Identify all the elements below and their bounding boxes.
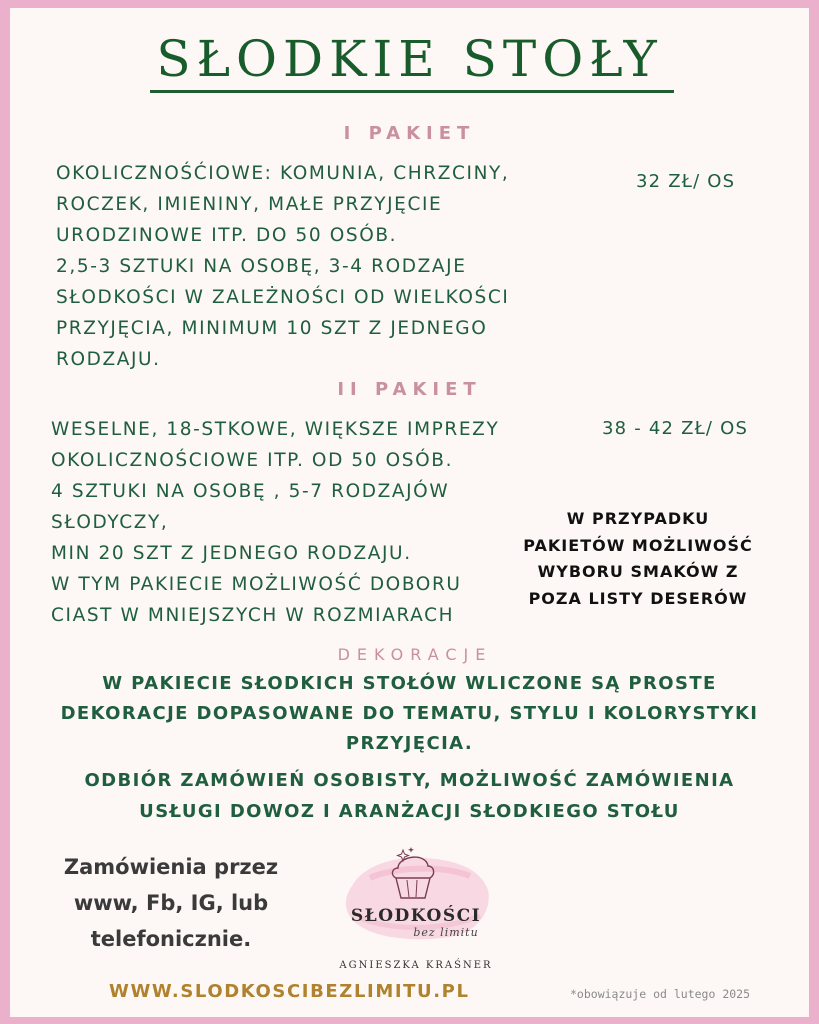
pickup-line: USŁUGI DOWOZ I ARANŻACJI SŁODKIEGO STOŁU bbox=[139, 801, 680, 822]
package-2-line: MIN 20 SZT Z JEDNEGO RODZAJU. bbox=[51, 543, 412, 564]
package-1-line: RODZAJU. bbox=[56, 349, 161, 370]
decorations-text bbox=[0, 669, 819, 759]
package-2-description bbox=[51, 414, 499, 631]
pickup-info bbox=[0, 765, 819, 827]
package-2-price: 38 - 42 ZŁ/ OS bbox=[602, 418, 749, 439]
decorations-line: PRZYJĘCIA. bbox=[345, 733, 474, 754]
package-1-description bbox=[56, 158, 509, 375]
logo-brand-name: SŁODKOŚCI bbox=[350, 906, 482, 926]
decorations-heading: DEKORACJE bbox=[337, 645, 493, 664]
package-1-line: ROCZEK, IMIENINY, MAŁE PRZYJĘCIE bbox=[56, 194, 443, 215]
logo-owner: AGNIESZKA KRAŚNER bbox=[339, 960, 493, 971]
package-2-line: OKOLICZNOŚCIOWE ITP. OD 50 OSÓB. bbox=[51, 450, 454, 471]
decorations-line: W PAKIECIE SŁODKICH STOŁÓW WLICZONE SĄ PROSTE bbox=[102, 673, 717, 694]
package-1-line: SŁODKOŚCI W ZALEŻNOŚCI OD WIELKOŚCI bbox=[56, 287, 510, 308]
order-line: telefonicznie. bbox=[90, 927, 252, 951]
package-1-line: PRZYJĘCIA, MINIMUM 10 SZT Z JEDNEGO bbox=[56, 318, 488, 339]
page-title: SŁODKIE STOŁY bbox=[156, 30, 663, 88]
website-link[interactable]: WWW.SLODKOSCIBEZLIMITU.PL bbox=[109, 981, 470, 1002]
note-line: PAKIETÓW MOŻLIWOŚĆ bbox=[523, 535, 753, 555]
package-2-line: 4 SZTUKI NA OSOBĘ , 5-7 RODZAJÓW bbox=[51, 481, 450, 502]
package-1-line: 2,5-3 SZTUKI NA OSOBĘ, 3-4 RODZAJE bbox=[56, 256, 467, 277]
validity-note: *obowiązuje od lutego 2025 bbox=[570, 987, 751, 1001]
package-1-line: URODZINOWE ITP. DO 50 OSÓB. bbox=[56, 225, 398, 246]
pickup-line: ODBIÓR ZAMÓWIEŃ OSOBISTY, MOŻLIWOŚĆ ZAMÓWIENIA bbox=[84, 770, 735, 791]
decorations-line: DEKORACJE DOPASOWANE DO TEMATU, STYLU I KOLORYSTYKI bbox=[60, 703, 759, 724]
logo-tagline: bez limitu bbox=[413, 926, 479, 939]
note-line: POZA LISTY DESERÓW bbox=[528, 588, 748, 608]
note-line: W PRZYPADKU bbox=[566, 509, 710, 528]
package-2-heading: II PAKIET bbox=[337, 379, 482, 400]
package-2-line: W TYM PAKIECIE MOŻLIWOŚĆ DOBORU bbox=[51, 574, 462, 595]
brand-logo bbox=[330, 838, 505, 973]
order-line: Zamówienia przez bbox=[63, 855, 279, 879]
flavour-choice-note bbox=[500, 506, 776, 612]
order-info bbox=[40, 849, 302, 957]
package-2-line: CIAST W MNIEJSZYCH W ROZMIARACH bbox=[51, 605, 455, 626]
package-1-heading: I PAKIET bbox=[343, 123, 476, 144]
order-line: www, Fb, IG, lub bbox=[73, 891, 269, 915]
note-line: WYBORU SMAKÓW Z bbox=[537, 562, 739, 581]
package-2-line: SŁODYCZY, bbox=[51, 512, 169, 533]
title-underline bbox=[150, 90, 674, 93]
package-2-line: WESELNE, 18-STKOWE, WIĘKSZE IMPREZY bbox=[51, 419, 500, 440]
package-1-line: OKOLICZNOŚĆIOWE: KOMUNIA, CHRZCINY, bbox=[56, 163, 510, 184]
package-1-price: 32 ZŁ/ OS bbox=[636, 171, 736, 192]
